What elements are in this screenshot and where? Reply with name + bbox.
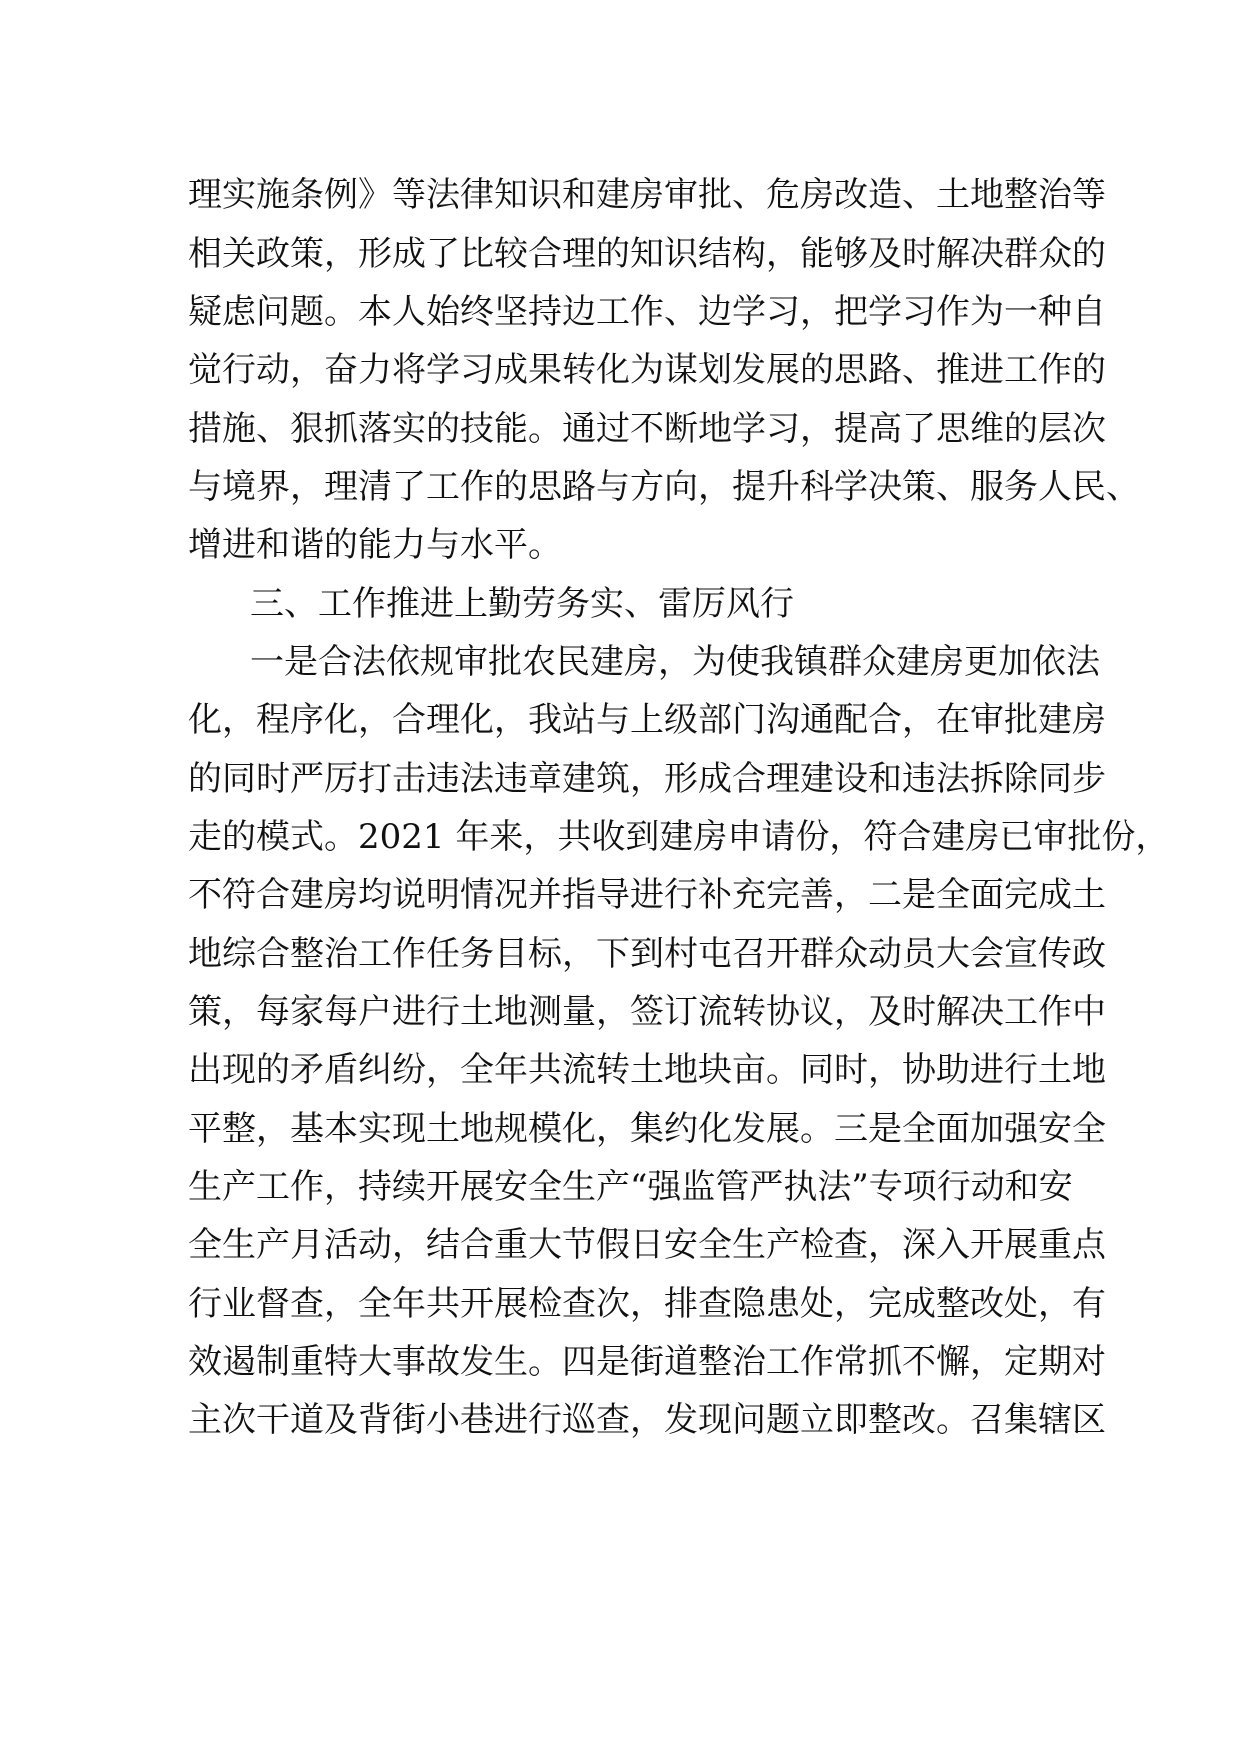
paragraph-line: 地综合整治工作任务目标，下到村屯召开群众动员大会宣传政 (188, 934, 1106, 974)
paragraph-line: 平整，基本实现土地规模化，集约化发展。三是全面加强安全 (188, 1109, 1106, 1149)
paragraph-line: 全生产月活动，结合重大节假日安全生产检查，深入开展重点 (188, 1225, 1106, 1265)
paragraph-line: 化，程序化，合理化，我站与上级部门沟通配合，在审批建房 (188, 700, 1106, 740)
paragraph-line: 理实施条例》等法律知识和建房审批、危房改造、土地整治等 (188, 175, 1106, 215)
paragraph-line: 生产工作，持续开展安全生产“强监管严执法”专项行动和安 (188, 1167, 1073, 1207)
paragraph-line: 主次干道及背街小巷进行巡查，发现问题立即整改。召集辖区 (188, 1400, 1106, 1440)
paragraph-line: 与境界，理清了工作的思路与方向，提升科学决策、服务人民、 (188, 467, 1140, 507)
paragraph-line: 走的模式。2021 年来，共收到建房申请份，符合建房已审批份， (188, 817, 1170, 857)
paragraph-line: 策，每家每户进行土地测量，签订流转协议，及时解决工作中 (188, 992, 1106, 1032)
paragraph-line: 的同时严厉打击违法违章建筑，形成合理建设和违法拆除同步 (188, 759, 1106, 799)
paragraph-line: 相关政策，形成了比较合理的知识结构，能够及时解决群众的 (188, 234, 1106, 274)
paragraph-line: 不符合建房均说明情况并指导进行补充完善，二是全面完成土 (188, 875, 1106, 915)
paragraph-line: 措施、狠抓落实的技能。通过不断地学习，提高了思维的层次 (188, 409, 1106, 449)
paragraph-line: 出现的矛盾纠纷，全年共流转土地块亩。同时，协助进行土地 (188, 1050, 1106, 1090)
paragraph-line: 疑虑问题。本人始终坚持边工作、边学习，把学习作为一种自 (188, 292, 1106, 332)
paragraph-line: 觉行动，奋力将学习成果转化为谋划发展的思路、推进工作的 (188, 350, 1106, 390)
paragraph-line: 效遏制重特大事故发生。四是街道整治工作常抓不懈，定期对 (188, 1342, 1106, 1382)
section-heading: 三、工作推进上勤劳务实、雷厉风行 (250, 584, 794, 624)
paragraph-line: 行业督查，全年共开展检查次，排查隐患处，完成整改处，有 (188, 1284, 1106, 1324)
paragraph-line: 增进和谐的能力与水平。 (188, 525, 562, 565)
paragraph-line: 一是合法依规审批农民建房，为使我镇群众建房更加依法 (250, 642, 1100, 682)
